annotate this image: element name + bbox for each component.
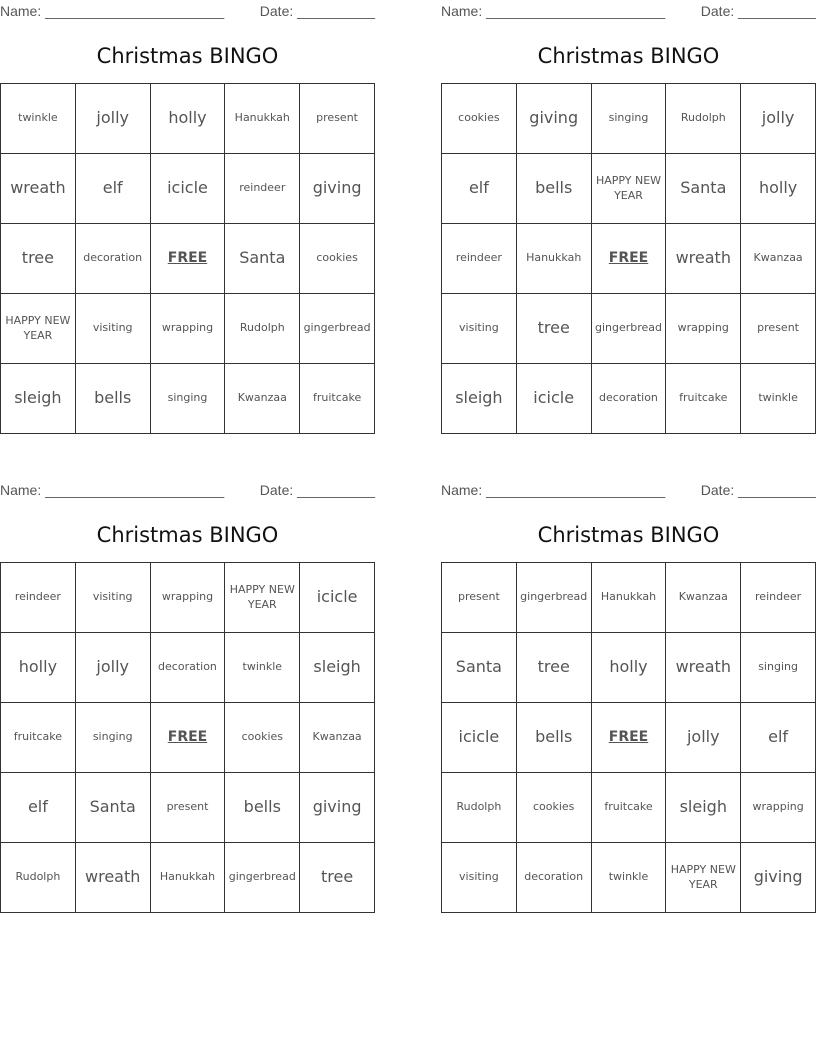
grid-row (1, 84, 375, 154)
grid-row (442, 563, 816, 633)
bingo-cell: singing (741, 633, 816, 703)
bingo-cell: Rudolph (1, 843, 76, 913)
bingo-card-3 (0, 479, 375, 913)
bingo-cell: visiting (75, 563, 150, 633)
bingo-cell: decoration (516, 843, 591, 913)
bingo-cell: gingerbread (300, 294, 375, 364)
bingo-cell: tree (516, 633, 591, 703)
grid-row (442, 224, 816, 294)
grid-row (1, 773, 375, 843)
bingo-card-2 (441, 0, 816, 434)
bingo-cell: Santa (225, 224, 300, 294)
bingo-card-1 (0, 0, 375, 434)
bingo-cell: Rudolph (225, 294, 300, 364)
free-space-cell: FREE (150, 703, 225, 773)
bingo-cell: twinkle (591, 843, 666, 913)
bingo-cell: icicle (150, 154, 225, 224)
card-title: Christmas BINGO (537, 44, 720, 68)
bingo-cell: icicle (300, 563, 375, 633)
bingo-cell: Santa (666, 154, 741, 224)
bingo-cell: visiting (75, 294, 150, 364)
bingo-cell: Hanukkah (591, 563, 666, 633)
bingo-cell: cookies (225, 703, 300, 773)
grid-row (442, 364, 816, 434)
bingo-cell: wreath (75, 843, 150, 913)
bingo-cell: elf (1, 773, 76, 843)
bingo-cell: bells (225, 773, 300, 843)
grid-row (442, 294, 816, 364)
grid-row (1, 154, 375, 224)
bingo-cell: Hanukkah (225, 84, 300, 154)
grid-row (1, 843, 375, 913)
bingo-grid (441, 83, 816, 434)
bingo-cell: decoration (75, 224, 150, 294)
bingo-cell: singing (150, 364, 225, 434)
bingo-cell: wrapping (741, 773, 816, 843)
bingo-cell: bells (75, 364, 150, 434)
bingo-cell: sleigh (442, 364, 517, 434)
bingo-cell: fruitcake (1, 703, 76, 773)
grid-row (1, 224, 375, 294)
bingo-cell: icicle (516, 364, 591, 434)
free-space-cell: FREE (591, 224, 666, 294)
card-header (0, 479, 375, 501)
bingo-cell: Hanukkah (516, 224, 591, 294)
bingo-grid (0, 562, 375, 913)
bingo-cell: Kwanzaa (666, 563, 741, 633)
bingo-cell: fruitcake (666, 364, 741, 434)
bingo-cell: giving (300, 154, 375, 224)
bingo-cell: present (741, 294, 816, 364)
date-field-label: Date: __________ (259, 482, 375, 498)
bingo-cell: Rudolph (666, 84, 741, 154)
bingo-cell: jolly (75, 633, 150, 703)
bingo-cell: wreath (666, 633, 741, 703)
bingo-cell: sleigh (666, 773, 741, 843)
bingo-cell: tree (516, 294, 591, 364)
bingo-cell: decoration (591, 364, 666, 434)
bingo-cell: present (150, 773, 225, 843)
bingo-cell: wrapping (150, 294, 225, 364)
free-space-cell: FREE (150, 224, 225, 294)
bingo-cell: twinkle (225, 633, 300, 703)
bingo-cell: Kwanzaa (741, 224, 816, 294)
card-title: Christmas BINGO (96, 523, 279, 547)
grid-row (442, 154, 816, 224)
free-space-cell: FREE (591, 703, 666, 773)
grid-row (1, 364, 375, 434)
bingo-cell: wrapping (666, 294, 741, 364)
grid-row (442, 84, 816, 154)
bingo-cell: sleigh (300, 633, 375, 703)
bingo-cell: reindeer (741, 563, 816, 633)
bingo-cell: singing (591, 84, 666, 154)
bingo-cell: present (300, 84, 375, 154)
bingo-cell: gingerbread (591, 294, 666, 364)
grid-row (1, 703, 375, 773)
bingo-cell: fruitcake (591, 773, 666, 843)
bingo-cell: giving (741, 843, 816, 913)
bingo-cell: HAPPY NEW YEAR (225, 563, 300, 633)
grid-row (442, 633, 816, 703)
bingo-cell: wreath (666, 224, 741, 294)
bingo-cell: cookies (300, 224, 375, 294)
bingo-cell: icicle (442, 703, 517, 773)
bingo-cell: giving (516, 84, 591, 154)
bingo-cell: cookies (442, 84, 517, 154)
bingo-cell: jolly (75, 84, 150, 154)
bingo-cell: holly (591, 633, 666, 703)
date-field-label: Date: __________ (700, 482, 816, 498)
bingo-cell: fruitcake (300, 364, 375, 434)
bingo-cell: Santa (442, 633, 517, 703)
bingo-cell: tree (300, 843, 375, 913)
grid-row (1, 294, 375, 364)
grid-row (442, 843, 816, 913)
date-field-label: Date: __________ (259, 3, 375, 19)
bingo-cell: HAPPY NEW YEAR (1, 294, 76, 364)
bingo-cell: jolly (741, 84, 816, 154)
bingo-cell: elf (442, 154, 517, 224)
bingo-cell: bells (516, 703, 591, 773)
name-field-label: Name: _______________________ (441, 482, 666, 498)
bingo-cell: bells (516, 154, 591, 224)
bingo-cell: HAPPY NEW YEAR (666, 843, 741, 913)
date-field-label: Date: __________ (700, 3, 816, 19)
card-title: Christmas BINGO (96, 44, 279, 68)
bingo-cell: Kwanzaa (225, 364, 300, 434)
name-field-label: Name: _______________________ (0, 482, 225, 498)
bingo-cell: wrapping (150, 563, 225, 633)
bingo-cell: giving (300, 773, 375, 843)
bingo-cell: present (442, 563, 517, 633)
bingo-cell: twinkle (1, 84, 76, 154)
bingo-cell: Hanukkah (150, 843, 225, 913)
name-field-label: Name: _______________________ (0, 3, 225, 19)
bingo-cell: reindeer (442, 224, 517, 294)
bingo-cell: singing (75, 703, 150, 773)
bingo-grid (0, 83, 375, 434)
name-field-label: Name: _______________________ (441, 3, 666, 19)
card-header (0, 0, 375, 22)
bingo-cell: elf (741, 703, 816, 773)
card-header (441, 479, 816, 501)
bingo-cell: gingerbread (516, 563, 591, 633)
grid-row (1, 633, 375, 703)
bingo-cell: visiting (442, 294, 517, 364)
grid-row (1, 563, 375, 633)
grid-row (442, 773, 816, 843)
bingo-cell: holly (150, 84, 225, 154)
bingo-cell: holly (741, 154, 816, 224)
bingo-cell: reindeer (1, 563, 76, 633)
bingo-cell: wreath (1, 154, 76, 224)
bingo-cell: reindeer (225, 154, 300, 224)
card-title: Christmas BINGO (537, 523, 720, 547)
bingo-cell: gingerbread (225, 843, 300, 913)
bingo-cell: holly (1, 633, 76, 703)
bingo-card-4 (441, 479, 816, 913)
bingo-cell: elf (75, 154, 150, 224)
bingo-cell: Rudolph (442, 773, 517, 843)
bingo-cell: tree (1, 224, 76, 294)
bingo-cell: decoration (150, 633, 225, 703)
bingo-cell: sleigh (1, 364, 76, 434)
card-header (441, 0, 816, 22)
bingo-cell: Kwanzaa (300, 703, 375, 773)
bingo-cell: Santa (75, 773, 150, 843)
bingo-grid (441, 562, 816, 913)
bingo-cell: cookies (516, 773, 591, 843)
bingo-cell: twinkle (741, 364, 816, 434)
bingo-cell: HAPPY NEW YEAR (591, 154, 666, 224)
grid-row (442, 703, 816, 773)
bingo-cell: jolly (666, 703, 741, 773)
bingo-cell: visiting (442, 843, 517, 913)
